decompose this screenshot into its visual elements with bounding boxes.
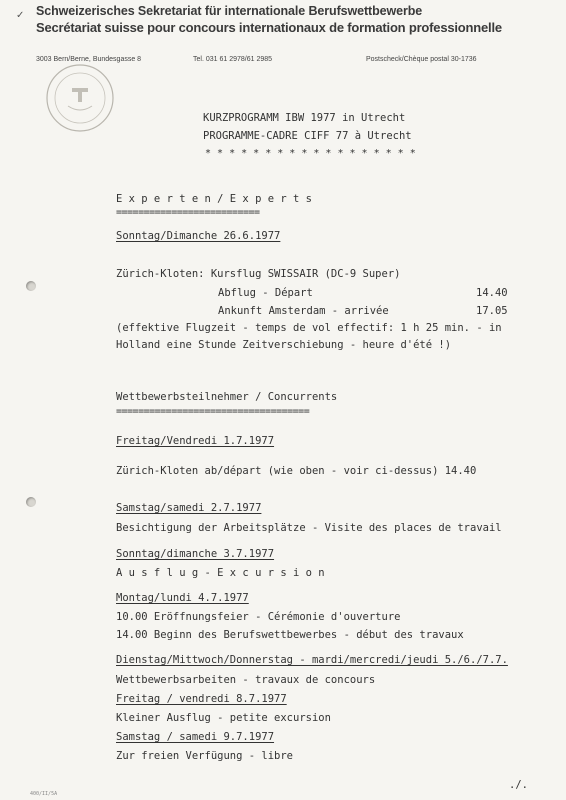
letterhead-org-de: Schweizerisches Sekretariat für internationale Berufswettbewerbe	[36, 4, 423, 18]
program-title-de: KURZPROGRAMM IBW 1977 in Utrecht	[203, 112, 406, 124]
flight-note-line2: Holland eine Stunde Zeitverschiebung - heure d'été !)	[116, 339, 452, 351]
title-star-rule: * * * * * * * * * * * * * * * * * *	[205, 148, 416, 159]
continued-mark: ./.	[509, 779, 528, 791]
day-line: Wettbewerbsarbeiten - travaux de concours	[116, 674, 376, 686]
day-line: A u s f l u g - E x c u r s i o n	[116, 567, 325, 579]
depart-label: Abflug - Départ	[218, 287, 313, 299]
corner-tick-mark: ✓	[16, 10, 25, 21]
experts-heading: E x p e r t e n / E x p e r t s	[116, 193, 312, 205]
day-line: Besichtigung der Arbeitsplätze - Visite des places de travail	[116, 522, 502, 534]
corner-code: 400/II/5A	[30, 791, 58, 797]
seal-stamp-icon	[44, 62, 116, 134]
punch-hole	[26, 281, 36, 291]
program-title-fr: PROGRAMME-CADRE CIFF 77 à Utrecht	[203, 130, 412, 142]
day-date: Sonntag/dimanche 3.7.1977	[116, 548, 275, 560]
depart-time: 14.40	[476, 287, 508, 299]
day-line: 10.00 Eröffnungsfeier - Cérémonie d'ouverture	[116, 611, 401, 623]
experts-date: Sonntag/Dimanche 26.6.1977	[116, 230, 281, 242]
competitors-rule: ===================================	[116, 406, 310, 417]
letterhead-address: 3003 Bern/Berne, Bundesgasse 8	[36, 56, 142, 63]
day-date: Freitag/Vendredi 1.7.1977	[116, 435, 275, 447]
arrive-label: Ankunft Amsterdam - arrivée	[218, 305, 389, 317]
competitors-heading: Wettbewerbsteilnehmer / Concurrents	[116, 391, 338, 403]
letterhead-postal: Postscheck/Chèque postal 30-1736	[366, 56, 477, 63]
day-line: Zur freien Verfügung - libre	[116, 750, 294, 762]
day-date: Freitag / vendredi 8.7.1977	[116, 693, 287, 705]
day-date: Montag/lundi 4.7.1977	[116, 592, 249, 604]
punch-hole	[26, 497, 36, 507]
experts-rule: ==========================	[116, 207, 260, 218]
letterhead-phone: Tel. 031 61 2978/61 2985	[193, 56, 273, 63]
day-line-2: 14.00 Beginn des Berufswettbewerbes - début des travaux	[116, 629, 464, 641]
flight-note-line1: (effektive Flugzeit - temps de vol effectif: 1 h 25 min. - in	[116, 322, 502, 334]
day-date: Samstag / samedi 9.7.1977	[116, 731, 275, 743]
experts-flight: Zürich-Kloten: Kursflug SWISSAIR (DC-9 Super)	[116, 268, 401, 280]
day-date: Samstag/samedi 2.7.1977	[116, 502, 262, 514]
day-date: Dienstag/Mittwoch/Donnerstag - mardi/mercredi/jeudi 5./6./7.7.	[116, 654, 508, 666]
letterhead-org-fr: Secrétariat suisse pour concours internationaux de formation professionnelle	[36, 20, 502, 35]
day-line: Zürich-Kloten ab/départ (wie oben - voir ci-dessus) 14.40	[116, 465, 477, 477]
arrive-time: 17.05	[476, 305, 508, 317]
day-line: Kleiner Ausflug - petite excursion	[116, 712, 331, 724]
